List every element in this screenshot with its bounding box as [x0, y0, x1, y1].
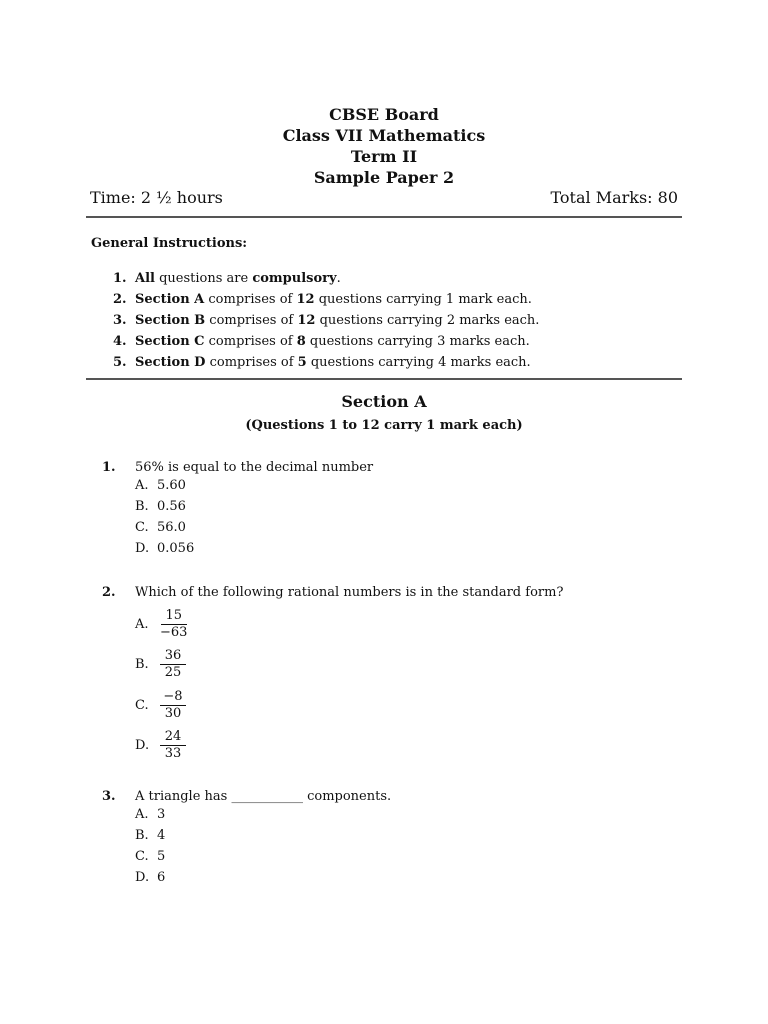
fraction: $\frac{-8}{30}$ — [160, 689, 186, 722]
options-list — [135, 604, 563, 766]
options-list — [135, 806, 391, 890]
paper-title-block — [0, 104, 768, 188]
fraction: $\frac{15}{-63}$ — [160, 607, 188, 640]
instruction-number: 2. — [113, 292, 127, 307]
instruction-text: Section C comprises of 8 questions carrying 3 marks each. — [135, 334, 530, 349]
fraction: $\frac{36}{25}$ — [160, 648, 186, 681]
board-title: CBSE Board — [329, 105, 439, 124]
option-b: B. $\frac{36}{25}$ — [135, 645, 563, 686]
instruction-item — [113, 291, 539, 312]
total-marks-label: Total Marks: 80 — [550, 188, 678, 207]
question-number: 1. — [102, 460, 116, 475]
option-a: A. 5.60 — [135, 478, 186, 493]
instructions-divider — [86, 378, 682, 380]
question-1 — [102, 459, 373, 561]
section-a-subtitle: (Questions 1 to 12 carry 1 mark each) — [245, 418, 523, 433]
instruction-item — [113, 270, 539, 291]
instruction-number: 5. — [113, 355, 127, 370]
class-subject-title: Class VII Mathematics — [282, 126, 486, 145]
instruction-text: Section B comprises of 12 questions carrying 2 marks each. — [135, 313, 540, 328]
time-label: Time: 2 ½ hours — [90, 188, 223, 207]
paper-meta-row — [90, 188, 678, 207]
option-d: D. 6 — [135, 870, 166, 885]
option-b: B. 0.56 — [135, 499, 186, 514]
option-c: C. 5 — [135, 849, 166, 864]
option-d: D. 0.056 — [135, 541, 195, 556]
option-b: B. 4 — [135, 828, 166, 843]
general-instructions-heading: General Instructions: — [91, 236, 248, 251]
instruction-number: 4. — [113, 334, 127, 349]
instruction-item — [113, 354, 539, 375]
instruction-text: Section D comprises of 5 questions carrying 4 marks each. — [135, 355, 531, 370]
instruction-text: All questions are compulsory. — [135, 271, 341, 286]
option-a: A. 3 — [135, 807, 166, 822]
instruction-text: Section A comprises of 12 questions carrying 1 mark each. — [135, 292, 532, 307]
question-2 — [102, 584, 563, 766]
question-number: 3. — [102, 789, 116, 804]
question-3 — [102, 788, 391, 890]
question-text: 56% is equal to the decimal number — [135, 460, 374, 475]
header-divider — [86, 216, 682, 218]
instruction-item — [113, 333, 539, 354]
question-text: A triangle has ___________ components. — [135, 789, 392, 804]
option-c: C. 56.0 — [135, 520, 186, 535]
section-a-title: Section A — [341, 392, 427, 411]
paper-title: Sample Paper 2 — [313, 168, 455, 187]
instruction-number: 3. — [113, 313, 127, 328]
question-text: Which of the following rational numbers is in the standard form? — [135, 585, 564, 600]
instruction-item — [113, 312, 539, 333]
option-c: C. $\frac{-8}{30}$ — [135, 685, 563, 726]
term-title: Term II — [350, 147, 418, 166]
option-a: A. $\frac{15}{-63}$ — [135, 607, 188, 640]
option-d: D. $\frac{24}{33}$ — [135, 726, 563, 767]
question-number: 2. — [102, 585, 116, 600]
options-list — [135, 477, 373, 561]
instruction-number: 1. — [113, 271, 127, 286]
instructions-list — [113, 270, 539, 375]
fraction: $\frac{24}{33}$ — [160, 729, 186, 762]
